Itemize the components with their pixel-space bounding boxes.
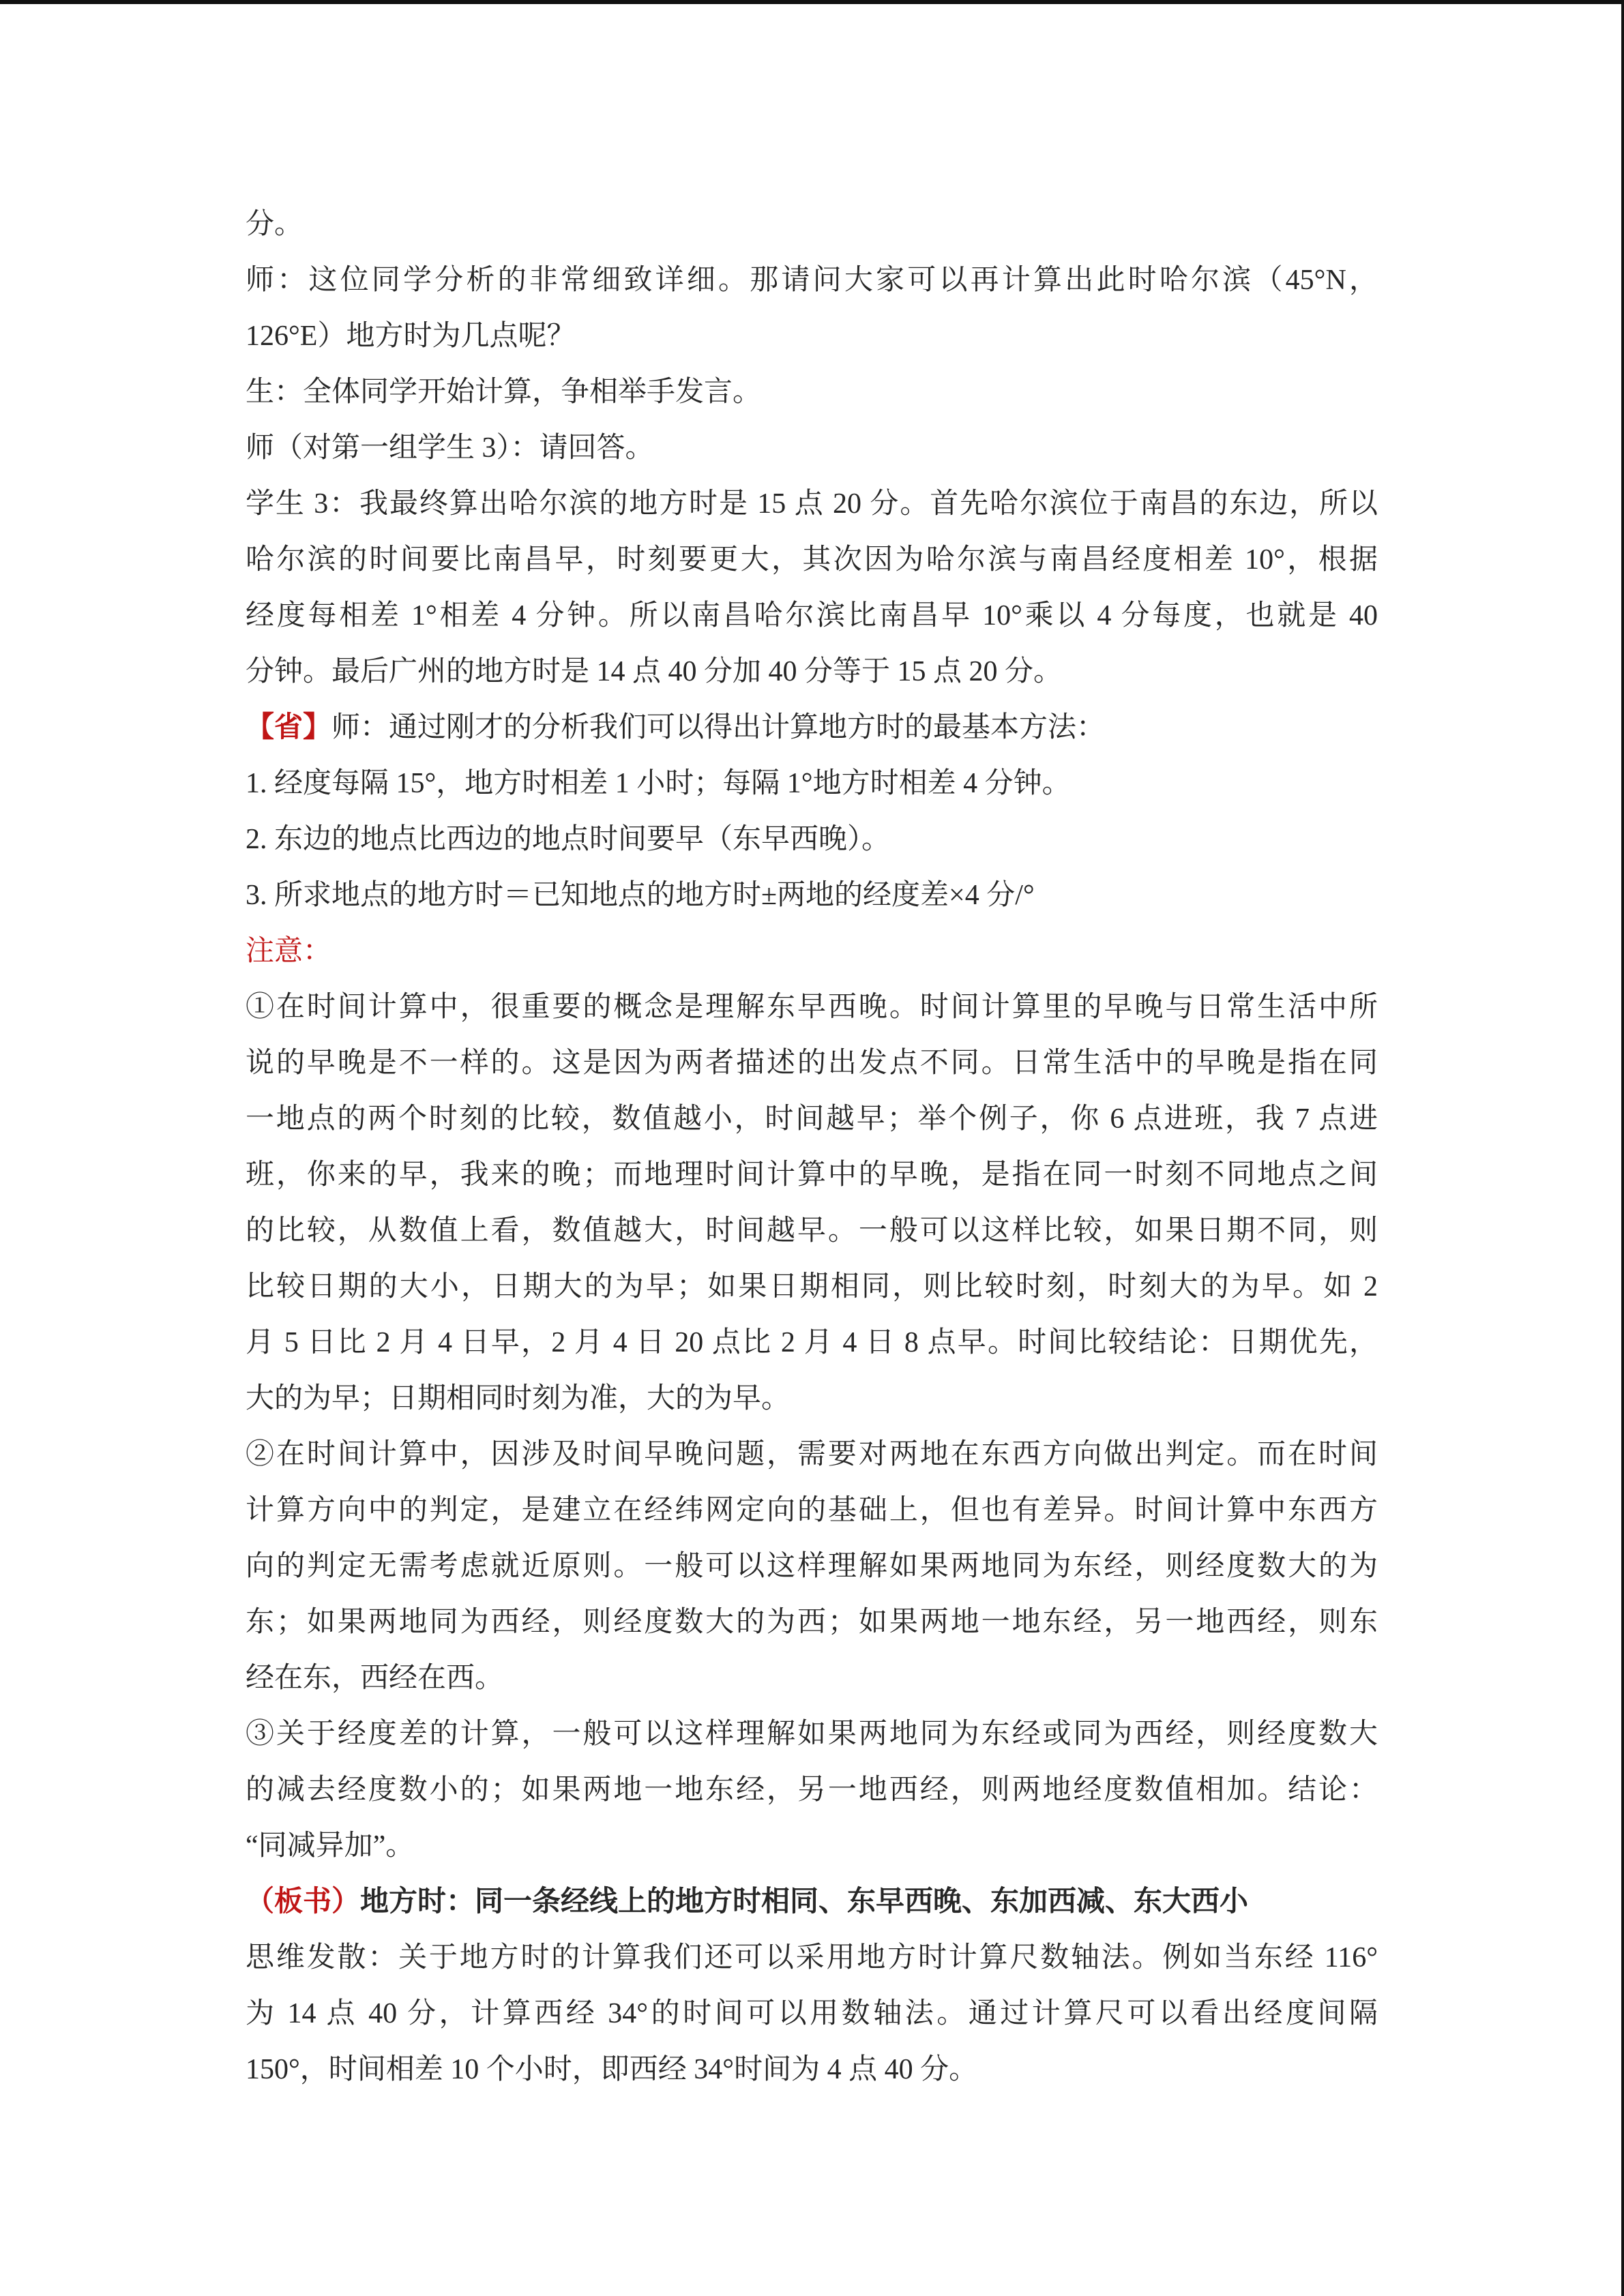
- line-text: 的比较，从数值上看，数值越大，时间越早。一般可以这样比较，如果日期不同，则: [246, 1215, 1378, 1247]
- line-text: 思维发散：关于地方时的计算我们还可以采用地方时计算尺数轴法。例如当东经 116°: [246, 1942, 1378, 1973]
- line-text: 为 14 点 40 分，计算西经 34°的时间可以用数轴法。通过计算尺可以看出经度间隔: [246, 1998, 1378, 2029]
- line-text: 师：这位同学分析的非常细致详细。那请问大家可以再计算出此时哈尔滨（45°N，: [246, 265, 1378, 296]
- line-text: 126°E）地方时为几点呢？: [246, 320, 576, 352]
- line-text: 2. 东边的地点比西边的地点时间要早（东早西晚）。: [246, 824, 891, 855]
- line-text: ③关于经度差的计算，一般可以这样理解如果两地同为东经或同为西经，则经度数大: [246, 1718, 1378, 1750]
- text-line: [246, 1818, 1378, 1874]
- line-text: 哈尔滨的时间要比南昌早，时刻要更大，其次因为哈尔滨与南昌经度相差 10°，根据: [246, 544, 1378, 576]
- text-line: [246, 923, 1378, 979]
- line-text: ②在时间计算中，因涉及时间早晚问题，需要对两地在东西方向做出判定。而在时间: [246, 1439, 1378, 1470]
- notice-label: 注意：: [246, 936, 332, 967]
- text-line: [246, 1147, 1378, 1203]
- text-line: [246, 2042, 1378, 2098]
- text-line: [246, 979, 1378, 1035]
- line-text: 分。: [246, 209, 304, 240]
- text-line: [246, 867, 1378, 923]
- shen-tag: 【省】: [246, 712, 332, 743]
- line-text: 向的判定无需考虑就近原则。一般可以这样理解如果两地同为东经，则经度数大的为: [246, 1551, 1378, 1582]
- text-line: [246, 1315, 1378, 1371]
- right-border: [1621, 0, 1624, 2296]
- board-note-label: （板书）: [246, 1886, 361, 1918]
- text-line: [246, 1035, 1378, 1091]
- text-line: [246, 364, 1378, 420]
- text-line: [246, 1203, 1378, 1259]
- line-text: 师：通过刚才的分析我们可以得出计算地方时的最基本方法：: [331, 712, 1106, 743]
- line-text: 的减去经度数小的；如果两地一地东经，另一地西经，则两地经度数值相加。结论：: [246, 1774, 1378, 1806]
- line-text: ①在时间计算中，很重要的概念是理解东早西晚。时间计算里的早晚与日常生活中所: [246, 992, 1378, 1023]
- text-line: [246, 532, 1378, 588]
- line-text: 计算方向中的判定，是建立在经纬网定向的基础上，但也有差异。时间计算中东西方: [246, 1495, 1378, 1526]
- line-text: 班，你来的早，我来的晚；而地理时间计算中的早晚，是指在同一时刻不同地点之间: [246, 1159, 1378, 1191]
- line-text: 师（对第一组学生 3）：请回答。: [246, 432, 654, 464]
- text-line: [246, 588, 1378, 644]
- text-line: [246, 252, 1378, 308]
- line-text: 东；如果两地同为西经，则经度数大的为西；如果两地一地东经，另一地西经，则东: [246, 1607, 1378, 1638]
- text-line: [246, 1538, 1378, 1594]
- text-line: [246, 1594, 1378, 1650]
- line-text: 150°，时间相差 10 个小时，即西经 34°时间为 4 点 40 分。: [246, 2054, 978, 2085]
- line-text: 比较日期的大小，日期大的为早；如果日期相同，则比较时刻，时刻大的为早。如 2: [246, 1271, 1378, 1302]
- line-text: 月 5 日比 2 月 4 日早，2 月 4 日 20 点比 2 月 4 日 8 点早。时间比较结论：日期优先，: [246, 1327, 1378, 1358]
- line-text: 生：全体同学开始计算，争相举手发言。: [246, 376, 762, 408]
- line-text: 1. 经度每隔 15°，地方时相差 1 小时；每隔 1°地方时相差 4 分钟。: [246, 768, 1071, 799]
- line-text: 说的早晚是不一样的。这是因为两者描述的出发点不同。日常生活中的早晚是指在同: [246, 1047, 1378, 1079]
- line-text: 地方时：同一条经线上的地方时相同、东早西晚、东加西减、东大西小: [360, 1886, 1249, 1918]
- line-text: 分钟。最后广州的地方时是 14 点 40 分加 40 分等于 15 点 20 分。: [246, 656, 1063, 687]
- text-line: [246, 700, 1378, 756]
- text-line: [246, 1762, 1378, 1818]
- line-text: 3. 所求地点的地方时＝已知地点的地方时±两地的经度差×4 分/°: [246, 880, 1035, 911]
- text-line: [246, 308, 1378, 364]
- line-text: 学生 3：我最终算出哈尔滨的地方时是 15 点 20 分。首先哈尔滨位于南昌的东边，所以: [246, 488, 1378, 520]
- text-line: [246, 476, 1378, 532]
- text-line: [246, 1371, 1378, 1427]
- document-body: [246, 196, 1378, 2098]
- text-line: [246, 1427, 1378, 1482]
- text-line: [246, 1986, 1378, 2042]
- text-line: [246, 1930, 1378, 1986]
- text-line: [246, 1259, 1378, 1315]
- text-line: [246, 644, 1378, 700]
- text-line: [246, 1482, 1378, 1538]
- top-border: [0, 0, 1624, 4]
- line-text: 经在东，西经在西。: [246, 1663, 504, 1694]
- text-line: [246, 420, 1378, 476]
- line-text: 经度每相差 1°相差 4 分钟。所以南昌哈尔滨比南昌早 10°乘以 4 分每度，也就是 40: [246, 600, 1378, 631]
- text-line: [246, 196, 1378, 252]
- text-line: [246, 811, 1378, 867]
- text-line: [246, 1091, 1378, 1147]
- line-text: “同减异加”。: [246, 1830, 415, 1862]
- text-line: [246, 1874, 1378, 1930]
- text-line: [246, 1706, 1378, 1762]
- text-line: [246, 756, 1378, 811]
- line-text: 大的为早；日期相同时刻为准，大的为早。: [246, 1383, 791, 1414]
- line-text: 一地点的两个时刻的比较，数值越小，时间越早；举个例子，你 6 点进班，我 7 点进: [246, 1103, 1378, 1135]
- text-line: [246, 1650, 1378, 1706]
